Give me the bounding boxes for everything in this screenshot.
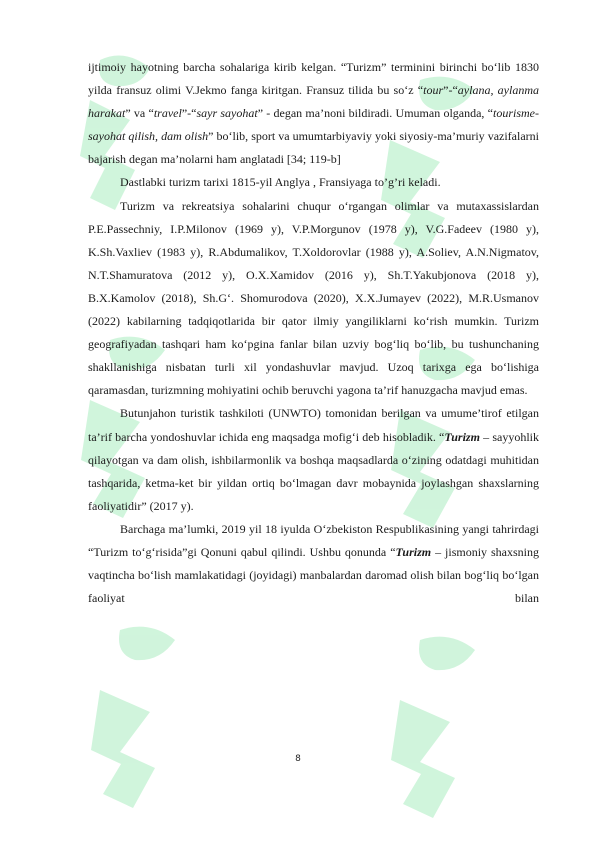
term-emphasis: Turizm bbox=[395, 544, 432, 559]
paragraph bbox=[88, 518, 539, 610]
text-run: ”-“ bbox=[443, 83, 458, 98]
watermark-logo bbox=[80, 610, 230, 810]
text-run: ” - degan ma’noni bildiradi. Umuman olganda, “ bbox=[257, 106, 493, 121]
italic-text: aylana, aylanma harakat bbox=[88, 83, 539, 121]
italic-text: tourisme-sayohat qilish, dam olish bbox=[88, 106, 539, 144]
paragraph bbox=[88, 56, 539, 171]
text-run: Barchaga ma’lumki, 2019 yil 18 iyulda O‘zbekiston Respublikasining yangi tahrirdagi “Turizm to‘g‘risida”gi Qonuni qabul qilindi. Ushbu qonunda “ bbox=[88, 521, 539, 559]
text-run: Turizm va rekreatsiya sohalarini chuqur o‘rgangan olimlar va mutaxassislardan P.E.Passechniy, I.P.Milonov (1969 y), V.P.Morgunov (1978 y), V.G.Fadeev (1980 y), K.Sh.Vaxliev (1983 y), R.Abdumalikov, T.Xoldorovlar (1988 y), A.Soliev, A.N.Nigmatov, N.T.Shamuratova (2012 y), O.X.Xamidov (2016 y), Sh.T.Yakubjonova (2018 y), B.X.Kamolov (2018), Sh.G‘. Shomurodova (2020), X.X.Jumayev (2022), M.R.Usmanov (2022) kabilarning tadqiqotlarida bir qator ilmiy yangiliklarni ko‘rish mumkin. Turizm geografiyadan tashqari ham ko‘pgina fanlar bilan uzviy bog‘liq bo‘lib, bu tushunchaning shakllanishiga nisbatan turli xil yondashuvlar mavjud. Uzoq tarixga ega bo‘lishiga qaramasdan, turizmning mohiyatini ochib beruvchi yagona ta’rif hanuzgacha mavjud emas. bbox=[88, 198, 539, 398]
text-run: ” va “ bbox=[125, 106, 154, 121]
text-run: ijtimoiy hayotning barcha sohalariga kirib kelgan. “Turizm” terminini birinchi bo‘lib 1830 yilda fransuz olimi V.Jekmo fanga kiritgan. Fransuz tilida bu so‘z “ bbox=[88, 60, 539, 98]
text-run: – sayyohlik qilayotgan va dam olish, ishbilarmonlik va boshqa maqsadlarda o‘zining odatdagi muhitidan tashqarida, ketma-ket bir yildan ortiq bo‘lmagan davr mobaynida joylashgan shaxslarning faoliyatidir” (2017 y). bbox=[88, 429, 539, 513]
document-body bbox=[88, 56, 539, 610]
page-number: 8 bbox=[295, 754, 301, 764]
italic-text: travel bbox=[153, 106, 182, 121]
text-run: Dastlabki turizm tarixi 1815-yil Anglya , Fransiyaga to’g’ri keladi. bbox=[120, 175, 441, 190]
text-run: – jismoniy shaxsning vaqtincha bo‘lish mamlakatidagi (joyidagi) manbalardan daromad olish bilan bog‘liq bo‘lgan faoliyat bilan bbox=[88, 544, 539, 606]
text-run: ” bo‘lib, sport va umumtarbiyaviy yoki siyosiy-ma’muriy vazifalarni bajarish degan ma’nolarni ham anglatadi [34; 119-b] bbox=[88, 129, 539, 167]
italic-text: tour bbox=[423, 83, 444, 98]
paragraph bbox=[88, 171, 539, 194]
text-run: ”-“ bbox=[181, 106, 197, 121]
paragraph bbox=[88, 402, 539, 517]
term-emphasis: Turizm bbox=[444, 429, 480, 444]
watermark-logo bbox=[370, 620, 520, 820]
paragraph bbox=[88, 195, 539, 403]
italic-text: sayr sayohat bbox=[196, 106, 258, 121]
text-run: Butunjahon turistik tashkiloti (UNWTO) tomonidan berilgan va umume’tirof etilgan ta’rif barcha yondoshuvlar ichida eng maqsadga mofig‘i deb hisobladik. “ bbox=[88, 406, 539, 444]
